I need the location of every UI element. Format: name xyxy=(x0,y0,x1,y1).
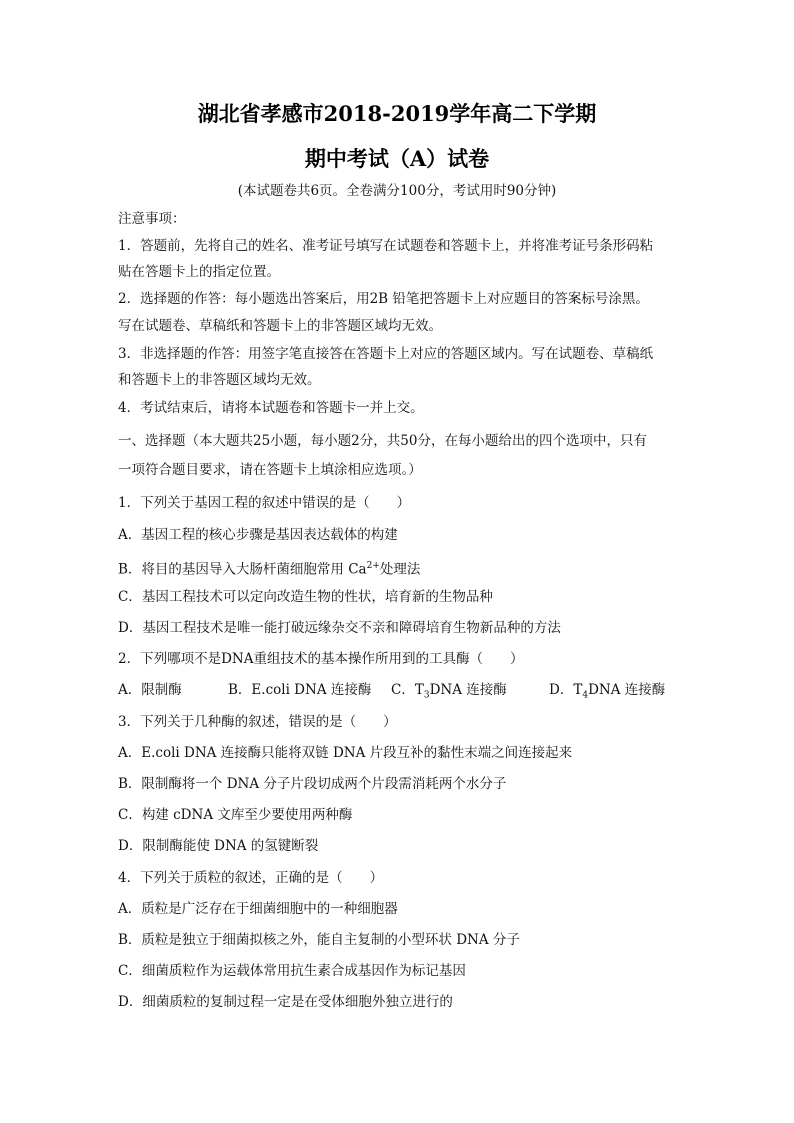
exam-title-line1: 湖北省孝感市2018-2019学年高二下学期 xyxy=(197,101,597,126)
q1-option-b-tail: 处理法 xyxy=(379,561,421,578)
q2-option-d-tail: DNA 连接酶 xyxy=(588,682,666,698)
q1-option-b-sup: 2+ xyxy=(366,561,380,571)
q2-option-c-sub: 3 xyxy=(423,690,430,701)
q2-option-a: A．限制酶 xyxy=(118,682,182,698)
notice-heading: 注意事项： xyxy=(118,211,186,227)
q2-option-c xyxy=(391,681,549,705)
q2-option-c-text: C．T xyxy=(391,682,424,698)
q1-option-d: D．基因工程技术是唯一能打破远缘杂交不亲和障碍培育生物新品种的方法 xyxy=(118,620,561,636)
q3-option-a: A．E.coli DNA 连接酶只能将双链 DNA 片段互补的黏性末端之间连接起来 xyxy=(118,745,573,761)
q1-option-b-text: B．将目的基因导入大肠杆菌细胞常用 Ca xyxy=(118,561,367,578)
question-3: 3．下列关于几种酶的叙述，错误的是（ ） xyxy=(118,714,397,730)
q3-option-b: B．限制酶将一个 DNA 分子片段切成两个片段需消耗两个水分子 xyxy=(118,776,507,792)
question-1: 1．下列关于基因工程的叙述中错误的是（ ） xyxy=(118,495,411,511)
q4-option-d: D．细菌质粒的复制过程一定是在受体细胞外独立进行的 xyxy=(118,994,453,1010)
notice-2a: 2．选择题的作答：每小题选出答案后，用2B 铅笔把答题卡上对应题目的答案标号涂黑。 xyxy=(118,291,649,307)
notice-1a: 1．答题前，先将自己的姓名、准考证号填写在试题卷和答题卡上，并将准考证号条形码粘 xyxy=(118,238,654,254)
exam-title-line2: 期中考试（A）试卷 xyxy=(304,146,490,171)
section-heading-b: 一项符合题目要求，请在答题卡上填涂相应选项。） xyxy=(118,462,422,478)
q1-option-c: C．基因工程技术可以定向改造生物的性状，培育新的生物品种 xyxy=(118,589,493,605)
q2-option-d-sub: 4 xyxy=(582,690,589,701)
q2-option-c-tail: DNA 连接酶 xyxy=(429,682,507,698)
q1-option-a: A．基因工程的核心步骤是基因表达载体的构建 xyxy=(118,527,398,543)
q4-option-c: C．细菌质粒作为运载体常用抗生素合成基因作为标记基因 xyxy=(118,963,466,979)
q3-option-c: C．构建 cDNA 文库至少要使用两种酶 xyxy=(118,807,353,823)
notice-3a: 3．非选择题的作答：用签字笔直接答在答题卡上对应的答题区域内。写在试题卷、草稿纸 xyxy=(118,346,654,362)
q1-option-b xyxy=(118,557,678,579)
q2-option-b: B．E.coli DNA 连接酶 xyxy=(228,682,372,698)
notice-4: 4．考试结束后，请将本试题卷和答题卡一并上交。 xyxy=(118,400,424,416)
q2-option-d xyxy=(549,681,665,705)
section-heading-a: 一、选择题（本大题共25小题，每小题2分，共50分，在每小题给出的四个选项中，只有 xyxy=(118,433,647,449)
q2-option-d-text: D．T xyxy=(549,682,583,698)
q3-option-d: D．限制酶能使 DNA 的氢键断裂 xyxy=(118,838,319,854)
exam-subtitle: (本试题卷共6页。全卷满分100分，考试用时90分钟) xyxy=(237,183,557,199)
q4-option-b: B．质粒是独立于细菌拟核之外，能自主复制的小型环状 DNA 分子 xyxy=(118,932,520,948)
q2-options xyxy=(118,681,678,705)
notice-2b: 写在试题卷、草稿纸和答题卡上的非答题区域均无效。 xyxy=(118,318,442,334)
notice-1b: 贴在答题卡上的指定位置。 xyxy=(118,264,280,280)
notice-3b: 和答题卡上的非答题区域均无效。 xyxy=(118,372,321,388)
q4-option-a: A．质粒是广泛存在于细菌细胞中的一种细胞器 xyxy=(118,901,398,917)
question-4: 4．下列关于质粒的叙述，正确的是（ ） xyxy=(118,870,384,886)
question-2: 2．下列哪项不是DNA重组技术的基本操作所用到的工具酶（ ） xyxy=(118,651,524,667)
